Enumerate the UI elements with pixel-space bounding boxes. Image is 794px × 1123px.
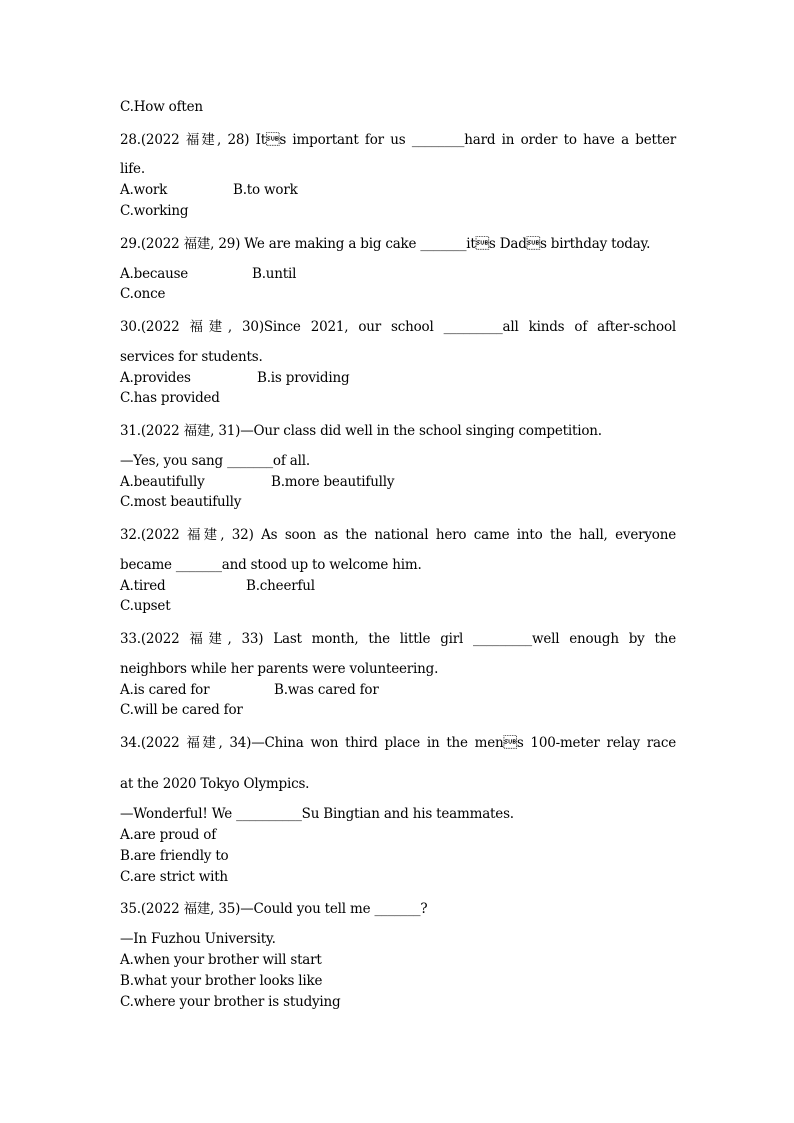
question-32-stem-cont: became _______and stood up to welcome him. <box>120 557 422 573</box>
question-33-stem: 33.(2022 福建, 33) Last month, the little girl _________well enough by the <box>120 631 676 647</box>
q32-option-a: A.tired <box>120 578 166 594</box>
q35-option-b: B.what your brother looks like <box>120 973 323 989</box>
q33-option-b: B.was cared for <box>274 682 379 698</box>
question-33-stem-cont: neighbors while her parents were volunteering. <box>120 661 439 677</box>
q34-option-c: C.are strict with <box>120 869 228 885</box>
q31-option-c: C.most beautifully <box>120 494 242 510</box>
option-c-q27: C.How often <box>120 99 203 115</box>
q35-option-a: A.when your brother will start <box>120 952 322 968</box>
question-32-stem: 32.(2022 福建, 32) As soon as the national hero came into the hall, everyone <box>120 527 676 543</box>
q28-option-b: B.to work <box>233 182 298 198</box>
question-30-stem-cont: services for students. <box>120 349 263 365</box>
q35-option-c: C.where your brother is studying <box>120 994 341 1010</box>
question-28-stem-cont: life. <box>120 161 145 177</box>
question-30-stem: 30.(2022 福建, 30)Since 2021, our school _________all kinds of after-school <box>120 319 676 335</box>
q30-option-c: C.has provided <box>120 390 220 406</box>
question-34-stem-cont: at the 2020 Tokyo Olympics. <box>120 776 310 792</box>
q32-option-c: C.upset <box>120 598 171 614</box>
q28-option-c: C.working <box>120 203 189 219</box>
question-34-response: —Wonderful! We __________Su Bingtian and his teammates. <box>120 806 514 822</box>
q31-option-b: B.more beautifully <box>271 474 395 490</box>
q30-option-a: A.provides <box>120 370 191 386</box>
q29-option-a: A.because <box>120 266 189 282</box>
q29-option-b: B.until <box>252 266 297 282</box>
q28-option-a: A.work <box>120 182 168 198</box>
question-34-stem: 34.(2022 福建, 34)—China won third place in the mens 100-meter relay race <box>120 735 676 751</box>
q30-option-b: B.is providing <box>257 370 350 386</box>
q34-option-a: A.are proud of <box>120 827 216 843</box>
question-29-stem: 29.(2022 福建, 29) We are making a big cake _______its Dads birthday today. <box>120 236 651 252</box>
question-31-response: —Yes, you sang _______of all. <box>120 453 310 469</box>
q31-option-a: A.beautifully <box>120 474 205 490</box>
question-35-stem: 35.(2022 福建, 35)—Could you tell me _______? <box>120 901 428 917</box>
q33-option-c: C.will be cared for <box>120 702 243 718</box>
q33-option-a: A.is cared for <box>120 682 210 698</box>
question-35-response: —In Fuzhou University. <box>120 931 276 947</box>
q32-option-b: B.cheerful <box>246 578 315 594</box>
question-28-stem: 28.(2022 福建, 28) Its important for us ________hard in order to have a better <box>120 132 676 148</box>
question-31-stem: 31.(2022 福建, 31)—Our class did well in the school singing competition. <box>120 423 602 439</box>
q29-option-c: C.once <box>120 286 166 302</box>
q34-option-b: B.are friendly to <box>120 848 229 864</box>
